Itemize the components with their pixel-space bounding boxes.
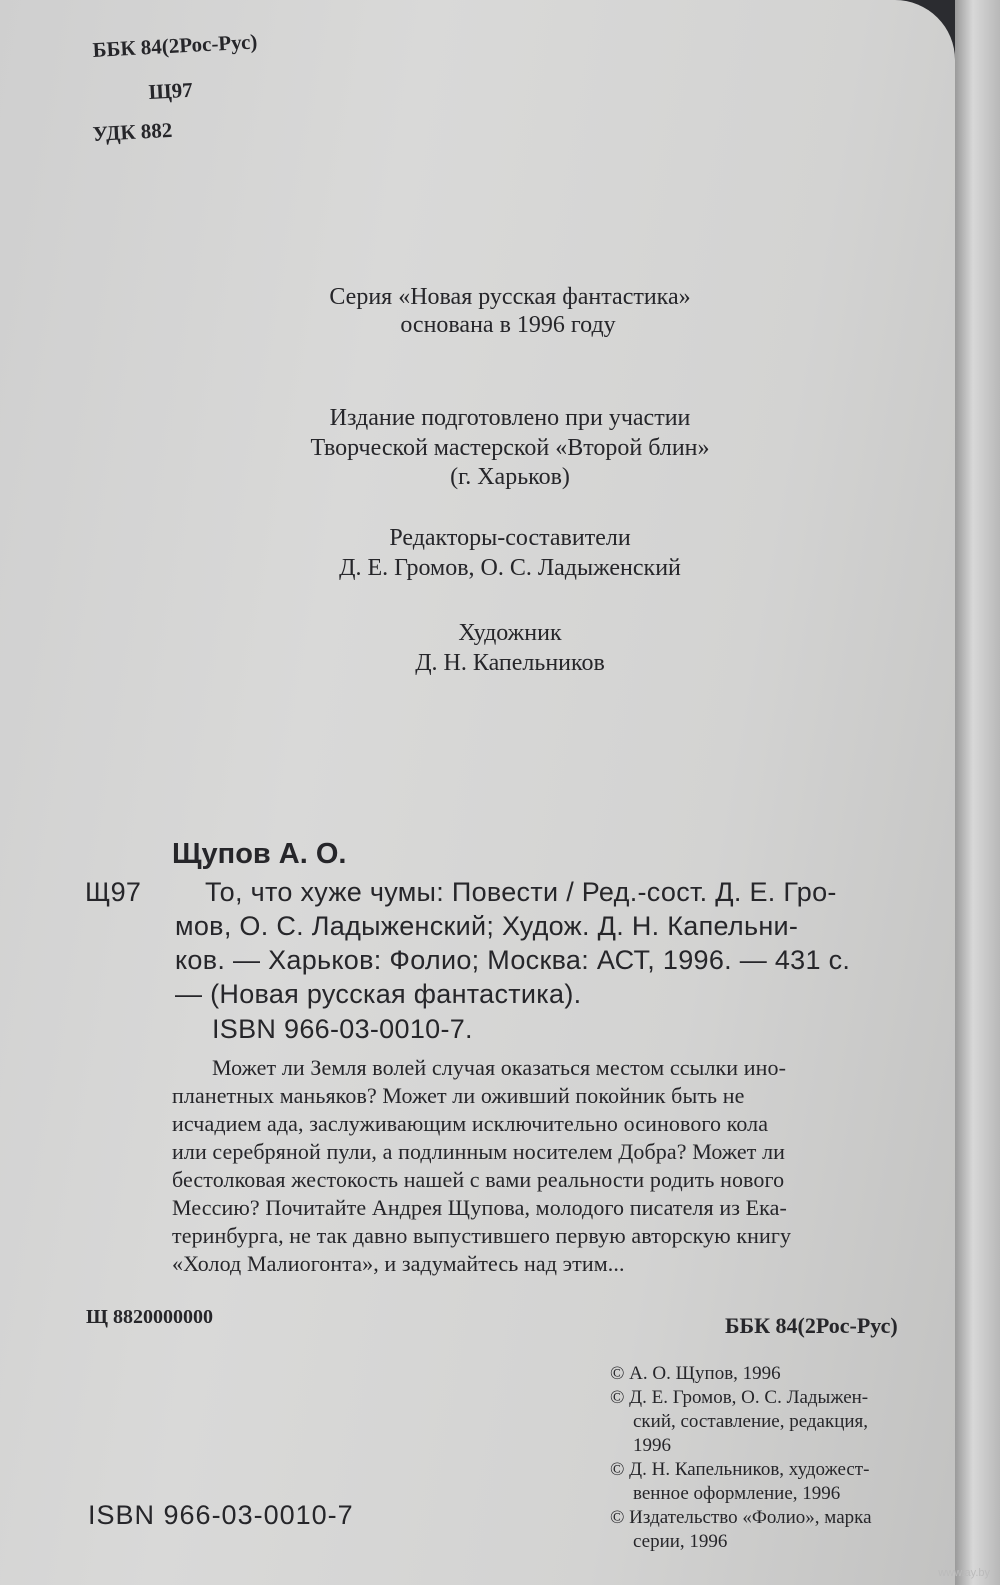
annotation-line-5: бестолковая жестокость нашей с вами реальности родить нового [172, 1167, 785, 1192]
copyright-line-6: венное оформление, 1996 [633, 1483, 841, 1504]
page-edge [955, 0, 1000, 1585]
annotation-line-3: исчадием ада, заслуживающим исключительно осинового кола [172, 1111, 769, 1136]
bbk-top: ББК 84(2Рос-Рус) [92, 29, 258, 62]
annotation-line-6: Мессию? Почитайте Андрея Щупова, молодого писателя из Ека- [172, 1195, 787, 1220]
artist-name: Д. Н. Капельников [415, 650, 605, 676]
catalog-code: Щ97 [85, 877, 142, 907]
artist-label: Художник [458, 620, 562, 646]
footer-bbk: ББК 84(2Рос-Рус) [725, 1313, 898, 1338]
copyright-line-1: © А. О. Щупов, 1996 [610, 1363, 781, 1384]
copyright-line-4: 1996 [633, 1435, 671, 1456]
catalog-line-4: — (Новая русская фантастика). [175, 979, 582, 1009]
copyright-line-2: © Д. Е. Громов, О. С. Ладыжен- [610, 1387, 869, 1408]
classification-code: Щ97 [148, 77, 194, 104]
annotation-line-4: или серебряной пули, а подлинным носителем Добра? Может ли [172, 1139, 786, 1164]
catalog-line-2: мов, О. С. Ладыженский; Худож. Д. Н. Капельни- [175, 911, 799, 941]
series-line-2: основана в 1996 году [400, 312, 616, 338]
catalog-line-1: То, что хуже чумы: Повести / Ред.-сост. Д. Е. Гро- [205, 877, 837, 907]
copyright-line-8: серии, 1996 [633, 1531, 728, 1552]
udk: УДК 882 [92, 117, 173, 146]
copyright-line-7: © Издательство «Фолио», марка [610, 1507, 872, 1528]
watermark: www.ay.by [938, 1567, 990, 1579]
edition-line-1: Издание подготовлено при участии [329, 405, 691, 431]
annotation-line-7: теринбурга, не так давно выпустившего первую авторскую книгу [172, 1223, 792, 1248]
edition-line-2: Творческой мастерской «Второй блин» [310, 435, 710, 461]
copyright-line-3: ский, составление, редакция, [633, 1411, 869, 1432]
edition-line-3: (г. Харьков) [450, 464, 570, 490]
footer-code: Щ 8820000000 [86, 1306, 213, 1328]
annotation-line-1: Может ли Земля волей случая оказаться местом ссылки ино- [212, 1055, 787, 1080]
series-line-1: Серия «Новая русская фантастика» [329, 284, 691, 310]
annotation-line-2: планетных маньяков? Может ли оживший покойник быть не [172, 1083, 745, 1108]
copyright-line-5: © Д. Н. Капельников, художест- [610, 1459, 870, 1480]
catalog-isbn: ISBN 966-03-0010-7. [212, 1014, 473, 1044]
footer-isbn: ISBN 966-03-0010-7 [88, 1500, 354, 1530]
editors-label: Редакторы-составители [389, 525, 631, 551]
catalog-line-3: ков. — Харьков: Фолио; Москва: АСТ, 1996. — 431 с. [175, 945, 851, 975]
catalog-author: Щупов А. О. [172, 838, 347, 870]
annotation-line-8: «Холод Малиогонта», и задумайтесь над этим... [172, 1251, 625, 1276]
editors-names: Д. Е. Громов, О. С. Ладыженский [339, 555, 681, 581]
